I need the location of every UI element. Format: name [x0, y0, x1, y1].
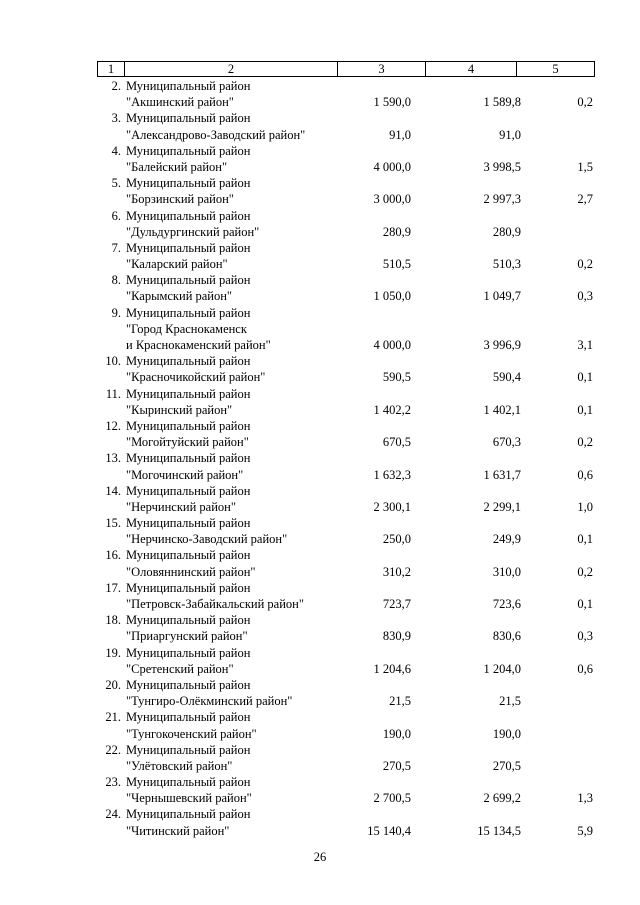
- value-c5: 0,2: [577, 435, 593, 450]
- row-line: [97, 499, 597, 515]
- row-line: [97, 483, 597, 499]
- header-col-5: 5: [517, 62, 595, 77]
- value-c3: 21,5: [389, 694, 411, 709]
- row-line: [97, 547, 597, 563]
- table-row: [97, 645, 597, 677]
- row-number: 6.: [111, 208, 121, 223]
- district-name-line: Муниципальный район: [126, 176, 251, 191]
- value-c3: 250,0: [382, 532, 411, 547]
- table-row: [97, 143, 597, 175]
- row-line: [97, 758, 597, 774]
- district-name-line: "Город Краснокаменск: [126, 321, 247, 336]
- row-number: 12.: [105, 418, 121, 433]
- row-line: [97, 774, 597, 790]
- table-row: [97, 353, 597, 385]
- row-line: [97, 353, 597, 369]
- row-number: 19.: [105, 645, 121, 660]
- district-name-line: и Краснокаменский район": [126, 338, 271, 352]
- district-name-line: Муниципальный район: [126, 580, 251, 595]
- row-line: [97, 628, 597, 644]
- district-name-line: "Александрово-Заводский район": [126, 127, 306, 142]
- row-line: [97, 191, 597, 207]
- row-line: [97, 143, 597, 159]
- table-row: [97, 742, 597, 774]
- row-line: [97, 661, 597, 677]
- value-c3: 280,9: [382, 224, 411, 239]
- value-c3: 2 300,1: [373, 499, 411, 514]
- table-row: [97, 774, 597, 806]
- row-line: [97, 159, 597, 175]
- table-row: [97, 386, 597, 418]
- value-c5: 2,7: [577, 192, 593, 207]
- value-c5: 0,3: [577, 629, 593, 644]
- row-line: [97, 94, 597, 110]
- value-c4: 91,0: [499, 127, 521, 142]
- value-c5: 5,9: [577, 823, 593, 838]
- district-name-line: "Оловяннинский район": [126, 564, 256, 579]
- district-name-line: Муниципальный район: [126, 710, 251, 725]
- district-name-line: "Читинский район": [126, 823, 230, 838]
- row-number: 14.: [105, 483, 121, 498]
- page-number: 26: [313, 850, 327, 864]
- row-line: [97, 726, 597, 742]
- value-c3: 1 204,6: [373, 661, 411, 676]
- value-c5: 0,6: [577, 467, 593, 482]
- value-c5: 0,2: [577, 564, 593, 579]
- district-name-line: Муниципальный район: [126, 742, 251, 757]
- district-name-line: Муниципальный район: [126, 613, 251, 628]
- district-name-line: "Приаргунский район": [126, 629, 248, 644]
- district-name-line: "Каларский район": [126, 257, 228, 272]
- table-row: [97, 175, 597, 207]
- value-c3: 310,2: [382, 564, 411, 579]
- row-number: 4.: [111, 143, 121, 158]
- district-name-line: "Сретенский район": [126, 661, 234, 676]
- value-c3: 2 700,5: [373, 791, 411, 806]
- row-number: 23.: [105, 775, 121, 790]
- district-name-line: Муниципальный район: [126, 677, 251, 692]
- row-number: 24.: [105, 807, 121, 822]
- district-name-line: Муниципальный район: [126, 273, 251, 288]
- table-header: [97, 61, 595, 77]
- row-number: 21.: [105, 710, 121, 725]
- district-name-line: Муниципальный район: [126, 483, 251, 498]
- value-c3: 830,9: [382, 629, 411, 644]
- district-name-line: "Дульдургинский район": [126, 224, 260, 239]
- row-line: [97, 612, 597, 628]
- row-line: [97, 596, 597, 612]
- value-c5: 3,1: [577, 338, 593, 352]
- table-row: [97, 677, 597, 709]
- district-name-line: Муниципальный район: [126, 208, 251, 223]
- table-row: [97, 612, 597, 644]
- row-number: 15.: [105, 516, 121, 531]
- row-line: [97, 515, 597, 531]
- row-number: 20.: [105, 677, 121, 692]
- district-name-line: Муниципальный район: [126, 111, 251, 126]
- district-name-line: Муниципальный район: [126, 645, 251, 660]
- row-line: [97, 564, 597, 580]
- row-line: [97, 450, 597, 466]
- value-c3: 1 632,3: [373, 467, 411, 482]
- value-c5: 0,6: [577, 661, 593, 676]
- table-row: [97, 208, 597, 240]
- row-line: [97, 369, 597, 385]
- value-c4: 2 299,1: [483, 499, 521, 514]
- value-c4: 2 997,3: [483, 192, 521, 207]
- row-line: [97, 208, 597, 224]
- row-line: [97, 693, 597, 709]
- value-c3: 670,5: [382, 435, 411, 450]
- value-c3: 91,0: [389, 127, 411, 142]
- row-number: 7.: [111, 240, 121, 255]
- row-number: 16.: [105, 548, 121, 563]
- value-c5: 0,1: [577, 402, 593, 417]
- row-line: [97, 386, 597, 402]
- row-line: [97, 127, 597, 143]
- value-c4: 723,6: [492, 597, 521, 611]
- row-line: [97, 321, 597, 337]
- value-c4: 670,3: [492, 435, 521, 450]
- table-row: [97, 450, 597, 482]
- table-row: [97, 305, 597, 354]
- district-name-line: "Балейский район": [126, 159, 228, 174]
- district-name-line: Муниципальный район: [126, 451, 251, 466]
- value-c4: 1 589,8: [483, 95, 521, 110]
- table-row: [97, 483, 597, 515]
- value-c5: 0,3: [577, 289, 593, 304]
- row-number: 22.: [105, 742, 121, 757]
- row-line: [97, 645, 597, 661]
- table-row: [97, 547, 597, 579]
- table-row: [97, 806, 597, 838]
- row-line: [97, 531, 597, 547]
- district-name-line: "Улётовский район": [126, 758, 233, 773]
- row-number: 5.: [111, 176, 121, 191]
- value-c4: 2 699,2: [483, 791, 521, 806]
- value-c3: 723,7: [382, 597, 411, 611]
- value-c3: 3 000,0: [373, 192, 411, 207]
- value-c4: 1 049,7: [483, 289, 521, 304]
- value-c4: 590,4: [492, 370, 521, 385]
- value-c4: 280,9: [492, 224, 521, 239]
- row-line: [97, 467, 597, 483]
- row-line: [97, 823, 597, 839]
- district-name-line: Муниципальный район: [126, 516, 251, 531]
- district-name-line: "Нерчинско-Заводский район": [126, 532, 288, 547]
- district-name-line: Муниципальный район: [126, 354, 251, 369]
- district-name-line: "Тунгиро-Олёкминский район": [126, 694, 293, 709]
- row-line: [97, 790, 597, 806]
- row-number: 8.: [111, 273, 121, 288]
- table-row: [97, 580, 597, 612]
- row-line: [97, 272, 597, 288]
- row-line: [97, 288, 597, 304]
- table-row: [97, 240, 597, 272]
- value-c3: 590,5: [382, 370, 411, 385]
- value-c4: 21,5: [499, 694, 521, 709]
- district-name-line: "Акшинский район": [126, 95, 234, 110]
- value-c5: 0,1: [577, 370, 593, 385]
- value-c4: 270,5: [492, 758, 521, 773]
- district-name-line: Муниципальный район: [126, 418, 251, 433]
- district-name-line: Муниципальный район: [126, 386, 251, 401]
- row-line: [97, 434, 597, 450]
- value-c4: 830,6: [492, 629, 521, 644]
- row-line: [97, 240, 597, 256]
- row-line: [97, 677, 597, 693]
- row-line: [97, 78, 597, 94]
- district-name-line: "Могойтуйский район": [126, 435, 249, 450]
- value-c5: 1,3: [577, 791, 593, 806]
- value-c5: 1,0: [577, 499, 593, 514]
- row-number: 11.: [105, 386, 121, 401]
- table-row: [97, 78, 597, 110]
- district-name-line: "Борзинский район": [126, 192, 234, 207]
- row-number: 17.: [105, 580, 121, 595]
- value-c5: 0,2: [577, 257, 593, 272]
- district-name-line: "Чернышевский район": [126, 791, 252, 806]
- header-col-1: 1: [98, 62, 125, 77]
- row-number: 3.: [111, 111, 121, 126]
- district-name-line: Муниципальный район: [126, 79, 251, 93]
- value-c3: 4 000,0: [373, 338, 411, 352]
- district-name-line: "Петровск-Забайкальский район": [126, 597, 304, 611]
- district-name-line: Муниципальный район: [126, 240, 251, 255]
- value-c4: 510,3: [492, 257, 521, 272]
- row-line: [97, 418, 597, 434]
- table-row: [97, 515, 597, 547]
- row-number: 18.: [105, 613, 121, 628]
- district-name-line: Муниципальный район: [126, 305, 251, 320]
- district-name-line: Муниципальный район: [126, 807, 251, 822]
- value-c4: 249,9: [492, 532, 521, 547]
- value-c4: 310,0: [492, 564, 521, 579]
- table-row: [97, 418, 597, 450]
- value-c5: 0,2: [577, 95, 593, 110]
- district-name-line: "Красночикойский район": [126, 370, 266, 385]
- row-number: 9.: [111, 305, 121, 320]
- district-name-line: "Тунгокоченский район": [126, 726, 257, 741]
- row-line: [97, 224, 597, 240]
- district-name-line: Муниципальный район: [126, 143, 251, 158]
- value-c4: 1 402,1: [483, 402, 521, 417]
- value-c4: 1 204,0: [483, 661, 521, 676]
- table-row: [97, 110, 597, 142]
- row-line: [97, 110, 597, 126]
- row-number: 2.: [111, 79, 121, 93]
- value-c3: 190,0: [382, 726, 411, 741]
- table-row: [97, 272, 597, 304]
- district-name-line: "Карымский район": [126, 289, 233, 304]
- district-name-line: "Кыринский район": [126, 402, 233, 417]
- row-line: [97, 402, 597, 418]
- row-line: [97, 580, 597, 596]
- value-c3: 15 140,4: [367, 823, 411, 838]
- header-col-3: 3: [338, 62, 426, 77]
- value-c3: 510,5: [382, 257, 411, 272]
- header-col-2: 2: [125, 62, 338, 77]
- value-c3: 270,5: [382, 758, 411, 773]
- header-col-4: 4: [426, 62, 517, 77]
- value-c4: 15 134,5: [477, 823, 521, 838]
- table-body: [97, 78, 597, 839]
- row-number: 13.: [105, 451, 121, 466]
- district-name-line: "Могочинский район": [126, 467, 244, 482]
- value-c3: 1 402,2: [373, 402, 411, 417]
- value-c3: 1 050,0: [373, 289, 411, 304]
- row-line: [97, 256, 597, 272]
- value-c4: 3 998,5: [483, 159, 521, 174]
- table-row: [97, 709, 597, 741]
- value-c5: 1,5: [577, 159, 593, 174]
- value-c3: 4 000,0: [373, 159, 411, 174]
- district-name-line: "Нерчинский район": [126, 499, 236, 514]
- value-c4: 1 631,7: [483, 467, 521, 482]
- row-line: [97, 742, 597, 758]
- value-c4: 190,0: [492, 726, 521, 741]
- district-name-line: Муниципальный район: [126, 548, 251, 563]
- value-c3: 1 590,0: [373, 95, 411, 110]
- row-number: 10.: [105, 354, 121, 369]
- row-line: [97, 709, 597, 725]
- value-c4: 3 996,9: [483, 338, 521, 352]
- district-name-line: Муниципальный район: [126, 775, 251, 790]
- row-line: [97, 175, 597, 191]
- value-c5: 0,1: [577, 597, 593, 611]
- row-line: [97, 806, 597, 822]
- row-line: [97, 305, 597, 321]
- value-c5: 0,1: [577, 532, 593, 547]
- row-line: [97, 337, 597, 353]
